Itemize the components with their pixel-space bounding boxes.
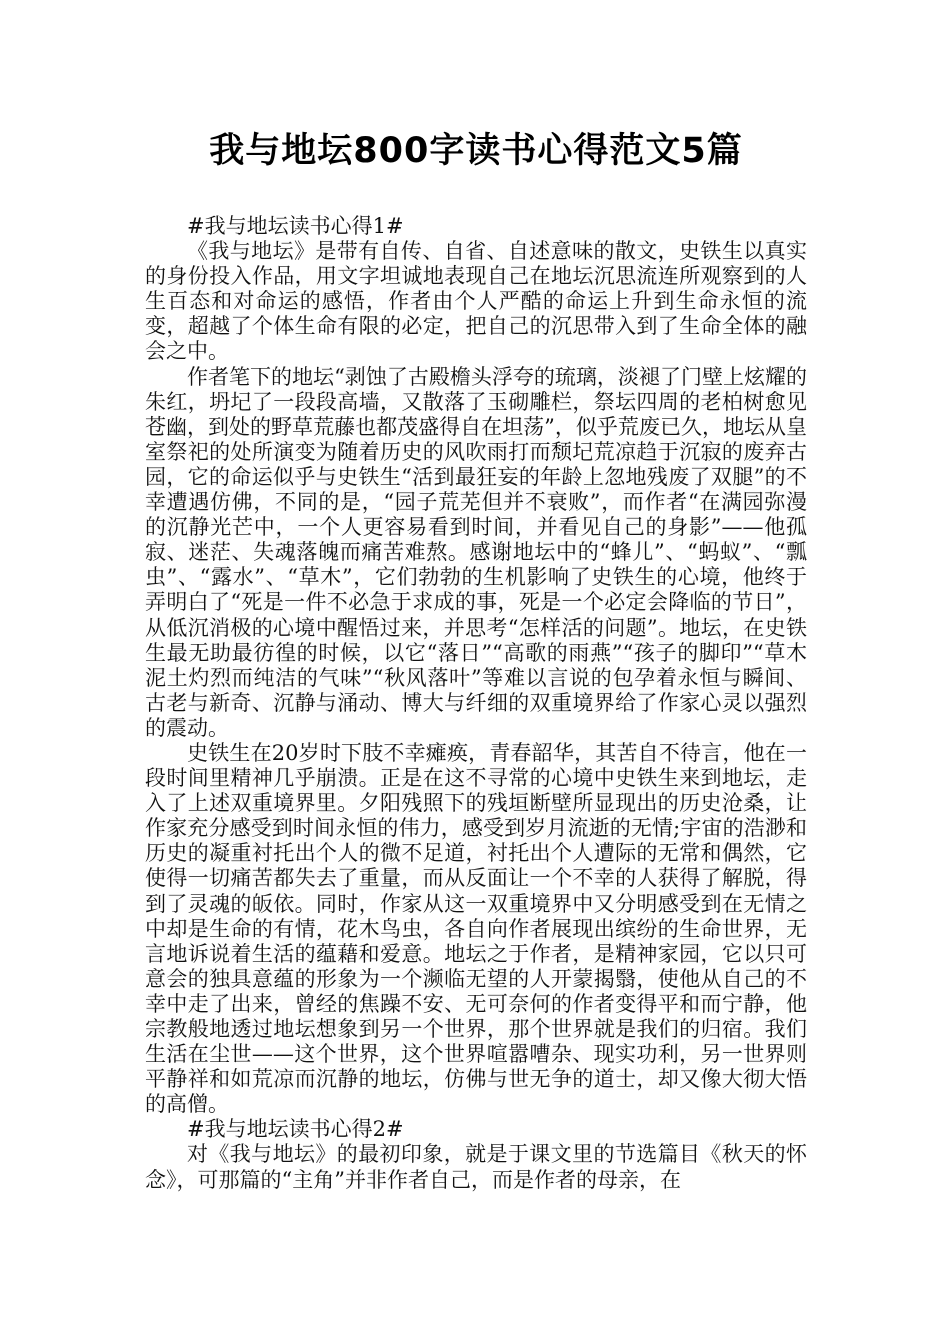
section-heading: #我与地坛读书心得1# (187, 214, 404, 238)
section-heading: #我与地坛读书心得2# (187, 1117, 404, 1142)
body-paragraph: 史铁生在20岁时下肢不幸瘫痪，青春韶华，其苦自不待言，他在一段时间里精神几乎崩溃。正是在这不寻常的心境中史铁生来到地坛，走入了上述双重境界里。夕阳残照下的残垣断壁所显现出的历史沧桑，让作家充分感受到时间永恒的伟力，感受到岁月流逝的无情;宇宙的浩渺和历史的凝重衬托出个人的微不足道，衬托出个人遭际的无常和偶然，它使得一切痛苦都失去了重量，而从反面让一个不幸的人获得了解脱，得到了灵魂的皈依。同时，作家从这一双重境界中又分明感受到在无情之中却是生命的有情，花木鸟虫，各自向作者展现出缤纷的生命世界，无言地诉说着生活的蕴藉和爱意。地坛之于作者，是精神家园，它以只可意会的独具意蕴的形象为一个濒临无望的人开蒙揭翳，使他从自己的不幸中走了出来，曾经的焦躁不安、无可奈何的作者变得平和而宁静，他宗教般地透过地坛想象到另一个世界，那个世界就是我们的归宿。我们生活在尘世——这个世界，这个世界喧嚣嘈杂、现实功利，另一世界则平静祥和如荒凉而沉静的地坛，仿佛与世无争的道士，却又像大彻大悟的高僧。 (145, 740, 807, 1117)
document-body (145, 214, 807, 1193)
document-title: 我与地坛800字读书心得范文5篇 (209, 131, 743, 171)
body-paragraph: 对《我与地坛》的最初印象，就是于课文里的节选篇目《秋天的怀念》，可那篇的“主角”并非作者自己，而是作者的母亲，在 (145, 1142, 807, 1192)
body-paragraph: 作者笔下的地坛“剥蚀了古殿檐头浮夸的琉璃，淡褪了门壁上炫耀的朱红，坍圮了一段段高墙，又散落了玉砌雕栏，祭坛四周的老柏树愈见苍幽，到处的野草荒藤也都茂盛得自在坦荡”，似乎荒废已久，地坛从皇室祭祀的处所演变为随着历史的风吹雨打而颓圮荒凉趋于沉寂的废弃古园，它的命运似乎与史铁生“活到最狂妄的年龄上忽地残废了双腿”的不幸遭遇仿佛，不同的是，“园子荒芜但并不衰败”，而作者“在满园弥漫的沉静光芒中，一个人更容易看到时间，并看见自己的身影”——他孤寂、迷茫、失魂落魄而痛苦难熬。感谢地坛中的“蜂儿”、“蚂蚁”、“瓢虫”、“露水”、“草木”，它们勃勃的生机影响了史铁生的心境，他终于弄明白了“死是一件不必急于求成的事，死是一个必定会降临的节日”，从低沉消极的心境中醒悟过来，并思考“怎样活的问题”。地坛，在史铁生最无助最彷徨的时候，以它“落日”“高歌的雨燕”“孩子的脚印”“草木泥土灼烈而纯洁的气味”“秋风落叶”等难以言说的包孕着永恒与瞬间、古老与新奇、沉静与涌动、博大与纤细的双重境界给了作家心灵以强烈的震动。 (145, 364, 807, 740)
body-paragraph: 《我与地坛》是带有自传、自省、自述意味的散文，史铁生以真实的身份投入作品，用文字坦诚地表现自己在地坛沉思流连所观察到的人生百态和对命运的感悟，作者由个人严酷的命运上升到生命永恒的流变，超越了个体生命有限的必定，把自己的沉思带入到了生命全体的融会之中。 (145, 239, 807, 364)
document-page (145, 124, 807, 1193)
